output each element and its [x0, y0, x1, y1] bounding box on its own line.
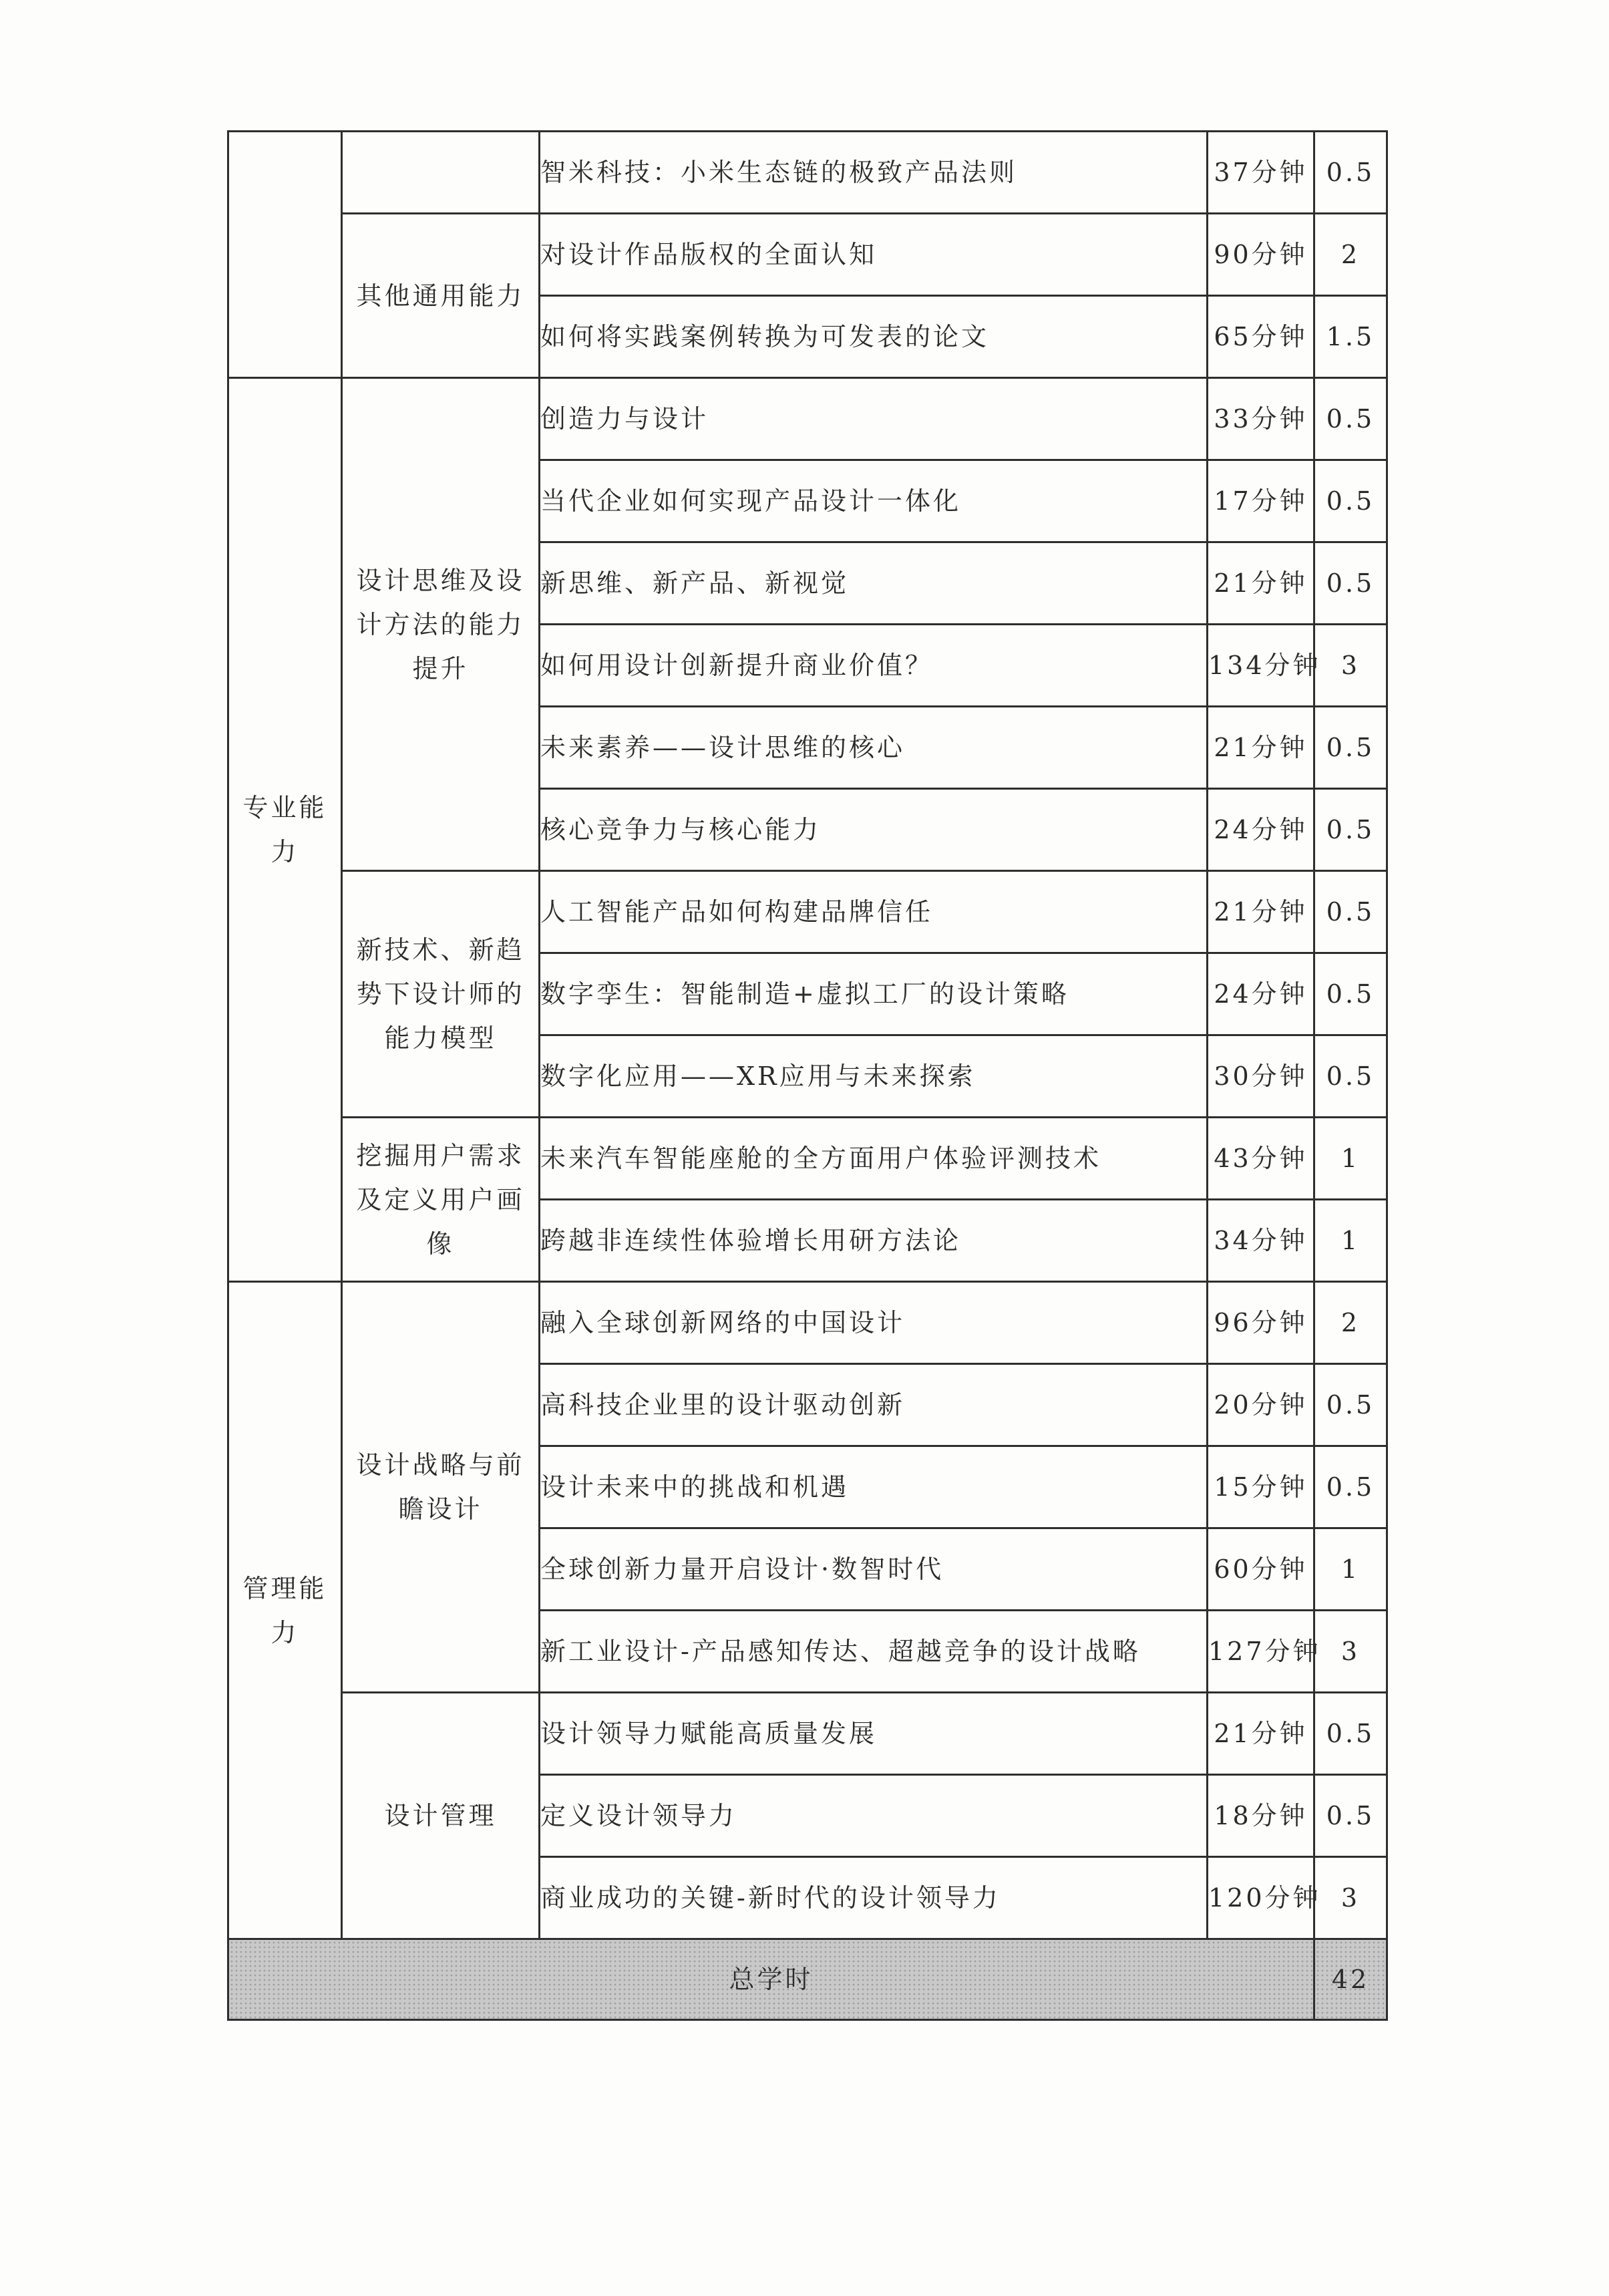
course-title: 新工业设计-产品感知传达、超越竞争的设计战略	[540, 1611, 1208, 1693]
course-duration: 33分钟	[1208, 378, 1314, 460]
course-credit: 0.5	[1314, 1364, 1387, 1446]
course-credit: 0.5	[1314, 1775, 1387, 1857]
course-duration: 127分钟	[1208, 1611, 1314, 1693]
course-duration: 96分钟	[1208, 1282, 1314, 1364]
course-title: 创造力与设计	[540, 378, 1208, 460]
table-row	[228, 1693, 1387, 1775]
category-cell	[228, 1282, 342, 1939]
course-credit: 3	[1314, 1611, 1387, 1693]
course-title: 设计未来中的挑战和机遇	[540, 1446, 1208, 1528]
course-title: 商业成功的关键-新时代的设计领导力	[540, 1857, 1208, 1939]
course-credit: 0.5	[1314, 953, 1387, 1035]
course-duration: 21分钟	[1208, 707, 1314, 789]
course-title: 当代企业如何实现产品设计一体化	[540, 460, 1208, 542]
course-duration: 134分钟	[1208, 625, 1314, 707]
course-duration: 18分钟	[1208, 1775, 1314, 1857]
table-row	[228, 378, 1387, 460]
course-credit: 0.5	[1314, 1446, 1387, 1528]
course-title: 跨越非连续性体验增长用研方法论	[540, 1200, 1208, 1282]
course-title: 未来素养——设计思维的核心	[540, 707, 1208, 789]
category-label: 专业能力	[242, 793, 327, 866]
course-table-body	[228, 132, 1387, 2020]
course-duration: 30分钟	[1208, 1035, 1314, 1118]
course-title: 数字化应用——XR应用与未来探索	[540, 1035, 1208, 1118]
course-duration: 17分钟	[1208, 460, 1314, 542]
course-credit: 2	[1314, 1282, 1387, 1364]
course-duration: 15分钟	[1208, 1446, 1314, 1528]
course-title: 对设计作品版权的全面认知	[540, 214, 1208, 296]
course-credit: 0.5	[1314, 871, 1387, 953]
course-title: 高科技企业里的设计驱动创新	[540, 1364, 1208, 1446]
subcategory-cell	[342, 1118, 540, 1282]
table-row	[228, 871, 1387, 953]
course-title: 如何用设计创新提升商业价值？	[540, 625, 1208, 707]
course-table	[227, 130, 1388, 2021]
course-duration: 21分钟	[1208, 871, 1314, 953]
course-credit: 0.5	[1314, 132, 1387, 214]
subcategory-label: 其他通用能力	[356, 281, 525, 311]
course-credit: 0.5	[1314, 1035, 1387, 1118]
table-row	[228, 132, 1387, 214]
category-label: 管理能力	[242, 1573, 327, 1647]
course-duration: 21分钟	[1208, 542, 1314, 625]
course-duration: 120分钟	[1208, 1857, 1314, 1939]
course-duration: 90分钟	[1208, 214, 1314, 296]
subcategory-cell	[342, 871, 540, 1118]
course-credit: 2	[1314, 214, 1387, 296]
table-row	[228, 1118, 1387, 1200]
course-credit: 0.5	[1314, 378, 1387, 460]
course-credit: 1	[1314, 1118, 1387, 1200]
course-title: 融入全球创新网络的中国设计	[540, 1282, 1208, 1364]
course-title: 数字孪生：智能制造+虚拟工厂的设计策略	[540, 953, 1208, 1035]
table-row	[228, 214, 1387, 296]
course-credit: 0.5	[1314, 542, 1387, 625]
course-credit: 3	[1314, 1857, 1387, 1939]
course-duration: 24分钟	[1208, 953, 1314, 1035]
subcategory-label: 设计思维及设计方法的能力提升	[356, 565, 525, 683]
course-duration: 20分钟	[1208, 1364, 1314, 1446]
course-table-wrapper	[227, 130, 1386, 2021]
subcategory-label: 新技术、新趋势下设计师的能力模型	[356, 935, 525, 1053]
category-cell	[228, 378, 342, 1282]
course-title: 智米科技：小米生态链的极致产品法则	[540, 132, 1208, 214]
course-duration: 65分钟	[1208, 296, 1314, 378]
course-title: 全球创新力量开启设计·数智时代	[540, 1528, 1208, 1611]
course-duration: 43分钟	[1208, 1118, 1314, 1200]
course-credit: 0.5	[1314, 1693, 1387, 1775]
subcategory-cell	[342, 1282, 540, 1693]
course-title: 设计领导力赋能高质量发展	[540, 1693, 1208, 1775]
subcategory-cell	[342, 132, 540, 214]
total-value: 42	[1314, 1939, 1387, 2020]
subcategory-cell	[342, 214, 540, 378]
subcategory-cell	[342, 378, 540, 871]
subcategory-label: 设计战略与前瞻设计	[356, 1450, 525, 1524]
course-duration: 24分钟	[1208, 789, 1314, 871]
course-title: 新思维、新产品、新视觉	[540, 542, 1208, 625]
total-row	[228, 1939, 1387, 2020]
course-credit: 1.5	[1314, 296, 1387, 378]
course-credit: 1	[1314, 1528, 1387, 1611]
subcategory-cell	[342, 1693, 540, 1939]
course-credit: 0.5	[1314, 789, 1387, 871]
course-duration: 21分钟	[1208, 1693, 1314, 1775]
course-duration: 34分钟	[1208, 1200, 1314, 1282]
course-title: 核心竞争力与核心能力	[540, 789, 1208, 871]
course-title: 定义设计领导力	[540, 1775, 1208, 1857]
course-credit: 3	[1314, 625, 1387, 707]
subcategory-label: 挖掘用户需求及定义用户画像	[356, 1140, 525, 1259]
course-title: 未来汽车智能座舱的全方面用户体验评测技术	[540, 1118, 1208, 1200]
course-title: 人工智能产品如何构建品牌信任	[540, 871, 1208, 953]
course-duration: 60分钟	[1208, 1528, 1314, 1611]
course-duration: 37分钟	[1208, 132, 1314, 214]
course-credit: 1	[1314, 1200, 1387, 1282]
course-credit: 0.5	[1314, 707, 1387, 789]
total-label: 总学时	[228, 1939, 1314, 2020]
category-cell	[228, 132, 342, 378]
course-title: 如何将实践案例转换为可发表的论文	[540, 296, 1208, 378]
course-credit: 0.5	[1314, 460, 1387, 542]
table-row	[228, 1282, 1387, 1364]
subcategory-label: 设计管理	[384, 1801, 497, 1830]
